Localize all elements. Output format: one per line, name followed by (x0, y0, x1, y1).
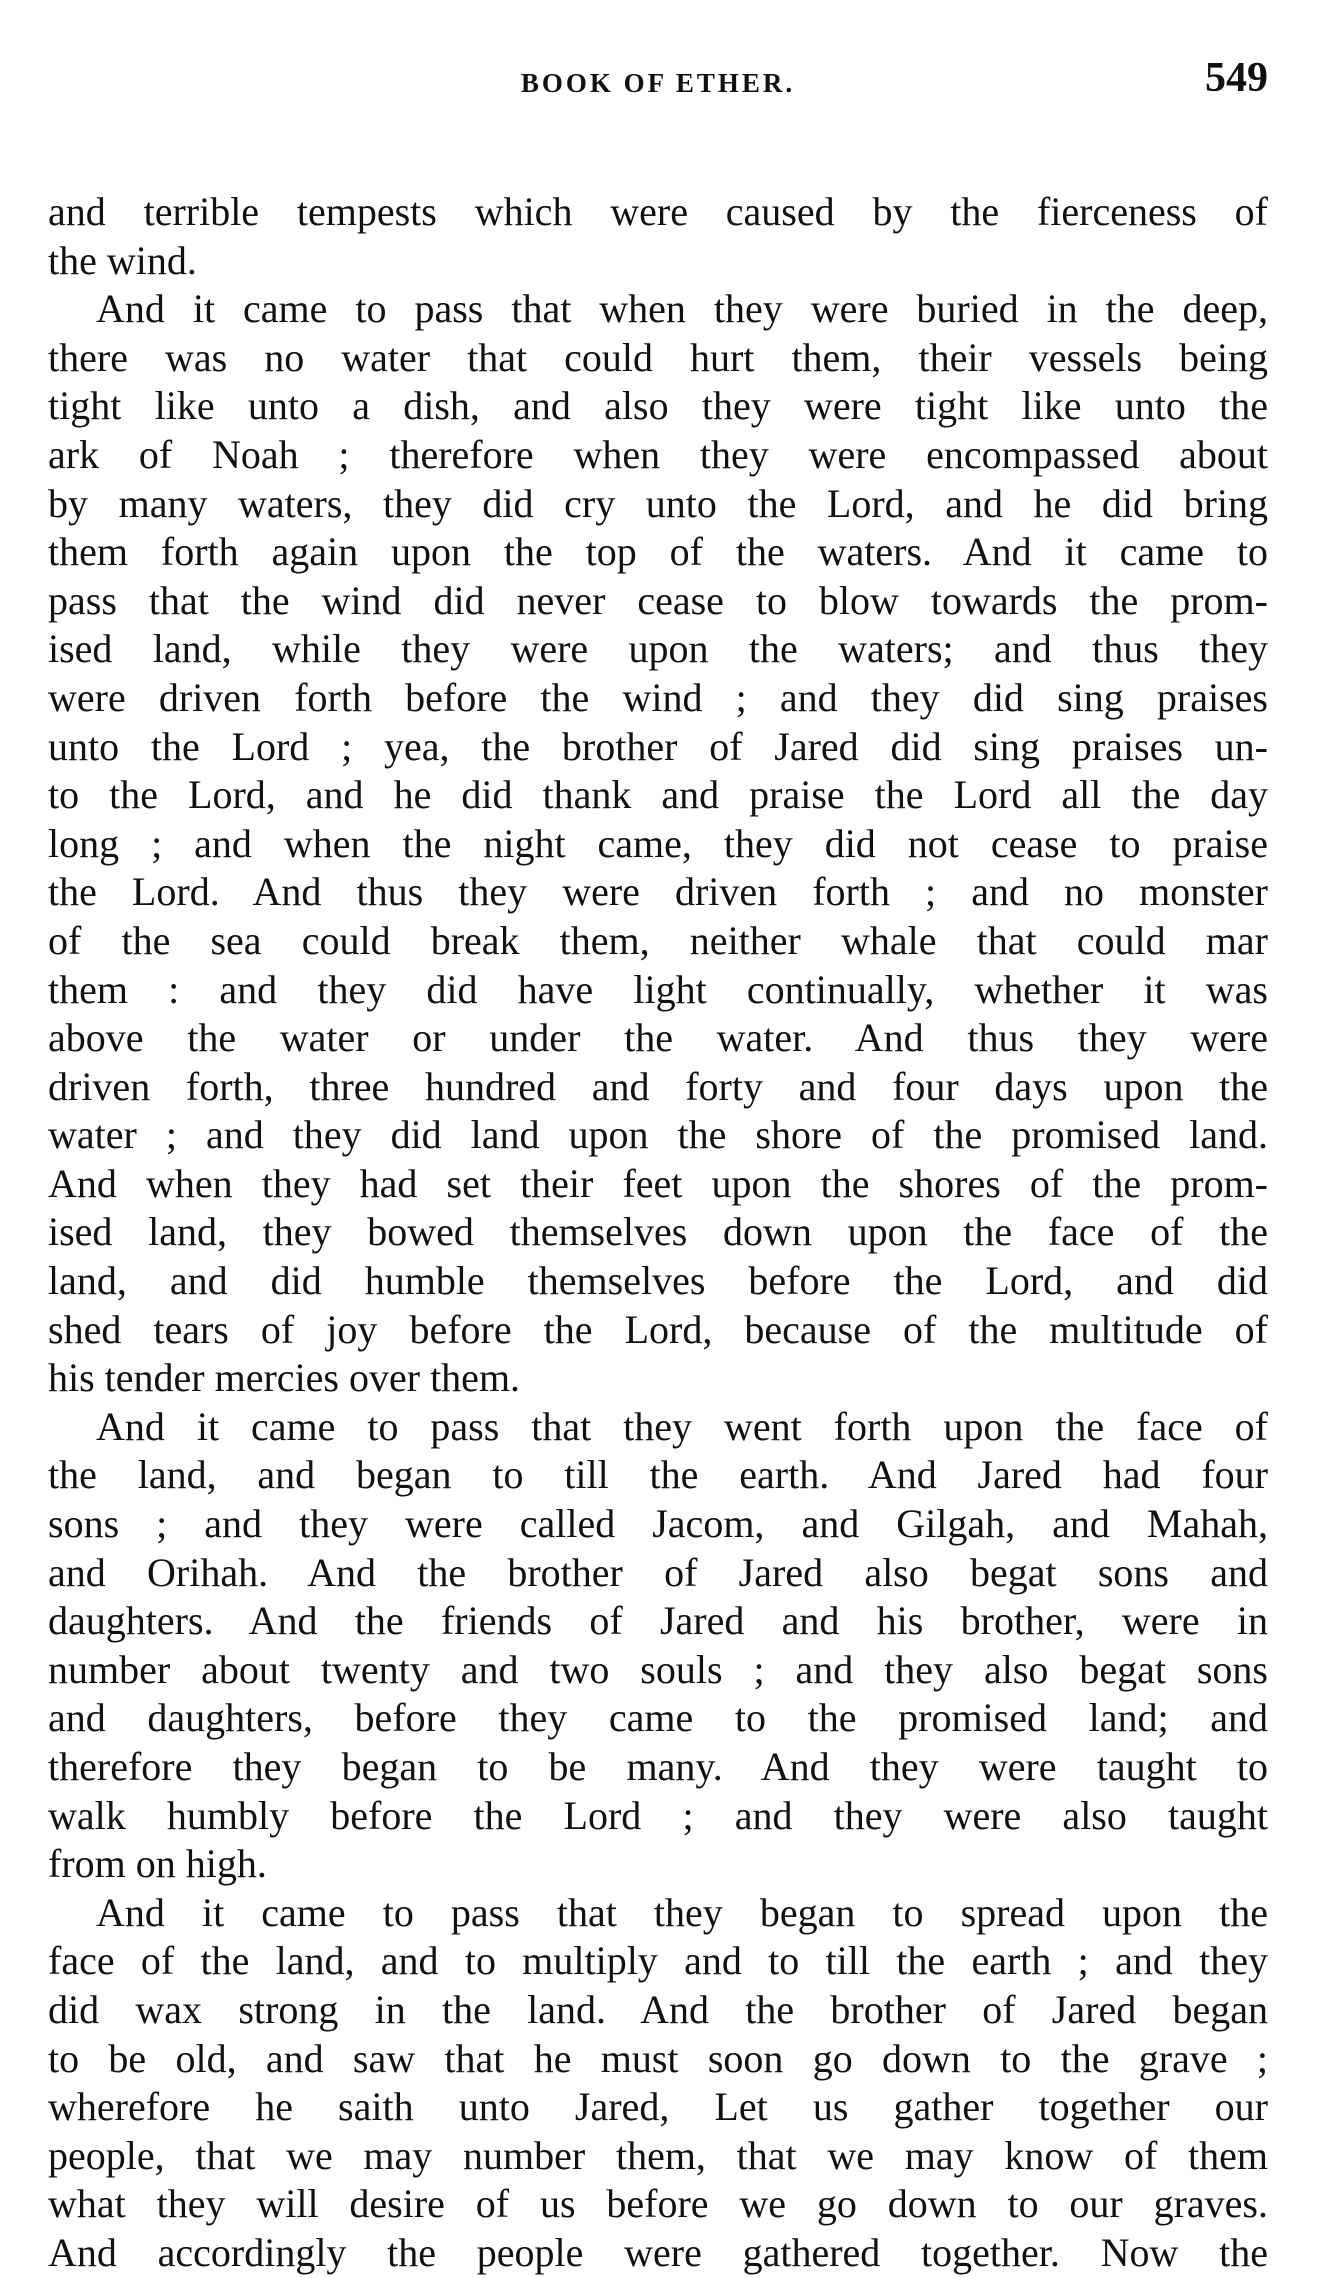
text-line: face of the land, and to multiply and to till the earth ; and they (48, 1938, 1268, 1984)
text-line: of the sea could break them, neither whale that could mar (48, 917, 1268, 963)
text-line: were driven forth before the wind ; and they did sing praises (48, 674, 1268, 720)
body-text (48, 188, 1268, 2278)
text-line: shed tears of joy before the Lord, because of the multitude of (48, 1306, 1268, 1352)
text-line: wherefore he saith unto Jared, Let us gather together our (48, 2084, 1268, 2130)
text-line: long ; and when the night came, they did not cease to praise (48, 820, 1268, 866)
text-line: and daughters, before they came to the promised land; and (48, 1695, 1268, 1741)
text-line: the land, and began to till the earth. And Jared had four (48, 1452, 1268, 1498)
text-line: sons ; and they were called Jacom, and Gilgah, and Mahah, (48, 1501, 1268, 1547)
text-line: ised land, while they were upon the waters; and thus they (48, 626, 1268, 672)
text-line: and Orihah. And the brother of Jared also begat sons and (48, 1549, 1268, 1595)
text-line: walk humbly before the Lord ; and they were also taught (48, 1792, 1268, 1838)
page-number: 549 (1205, 55, 1268, 101)
text-line: did wax strong in the land. And the brother of Jared began (48, 1986, 1268, 2032)
text-line: to be old, and saw that he must soon go down to the grave ; (48, 2035, 1268, 2081)
text-line: therefore they began to be many. And they were taught to (48, 1744, 1268, 1789)
text-line: unto the Lord ; yea, the brother of Jared did sing praises un- (48, 723, 1268, 769)
text-line: driven forth, three hundred and forty and four days upon the (48, 1063, 1268, 1109)
text-line: ark of Noah ; therefore when they were encompassed about (48, 431, 1268, 477)
text-line: daughters. And the friends of Jared and his brother, were in (48, 1598, 1268, 1644)
text-line: And when they had set their feet upon the shores of the prom- (48, 1160, 1268, 1206)
text-line: And it came to pass that when they were buried in the deep, (96, 286, 1268, 332)
text-line: what they will desire of us before we go down to our graves. (48, 2181, 1268, 2227)
text-line: his tender mercies over them. (48, 1355, 521, 1401)
text-line: the wind. (48, 237, 197, 283)
text-line: to the Lord, and he did thank and praise the Lord all the day (48, 772, 1268, 818)
text-line: And it came to pass that they went forth upon the face of (96, 1403, 1268, 1449)
text-line: from on high. (48, 1841, 267, 1887)
text-line: pass that the wind did never cease to blow towards the prom- (48, 577, 1268, 623)
text-line: And accordingly the people were gathered together. Now the (48, 2229, 1268, 2275)
text-line: ised land, they bowed themselves down upon the face of the (48, 1209, 1268, 1255)
paragraph (48, 1403, 1268, 1889)
text-line: tight like unto a dish, and also they were tight like unto the (48, 383, 1268, 429)
paragraph (48, 1889, 1268, 2278)
text-line: people, that we may number them, that we may know of them (48, 2132, 1268, 2178)
text-line: by many waters, they did cry unto the Lord, and he did bring (48, 480, 1268, 526)
text-line: them : and they did have light continually, whether it was (48, 966, 1268, 1012)
text-line: number about twenty and two souls ; and they also begat sons (48, 1646, 1268, 1692)
text-line: land, and did humble themselves before the Lord, and did (48, 1258, 1268, 1304)
running-head (48, 40, 1268, 110)
paragraph (48, 285, 1268, 1403)
text-line: above the water or under the water. And thus they were (48, 1015, 1268, 1061)
text-line: them forth again upon the top of the waters. And it came to (48, 529, 1268, 575)
book-page (48, 40, 1268, 2278)
text-line: water ; and they did land upon the shore of the promised land. (48, 1112, 1268, 1158)
text-line: the Lord. And thus they were driven forth ; and no monster (48, 869, 1268, 915)
running-title: BOOK OF ETHER. (520, 68, 796, 98)
text-line: there was no water that could hurt them, their vessels being (48, 334, 1268, 380)
paragraph (48, 188, 1268, 285)
text-line: And it came to pass that they began to spread upon the (96, 1889, 1268, 1935)
text-line: and terrible tempests which were caused by the fierceness of (48, 189, 1268, 234)
